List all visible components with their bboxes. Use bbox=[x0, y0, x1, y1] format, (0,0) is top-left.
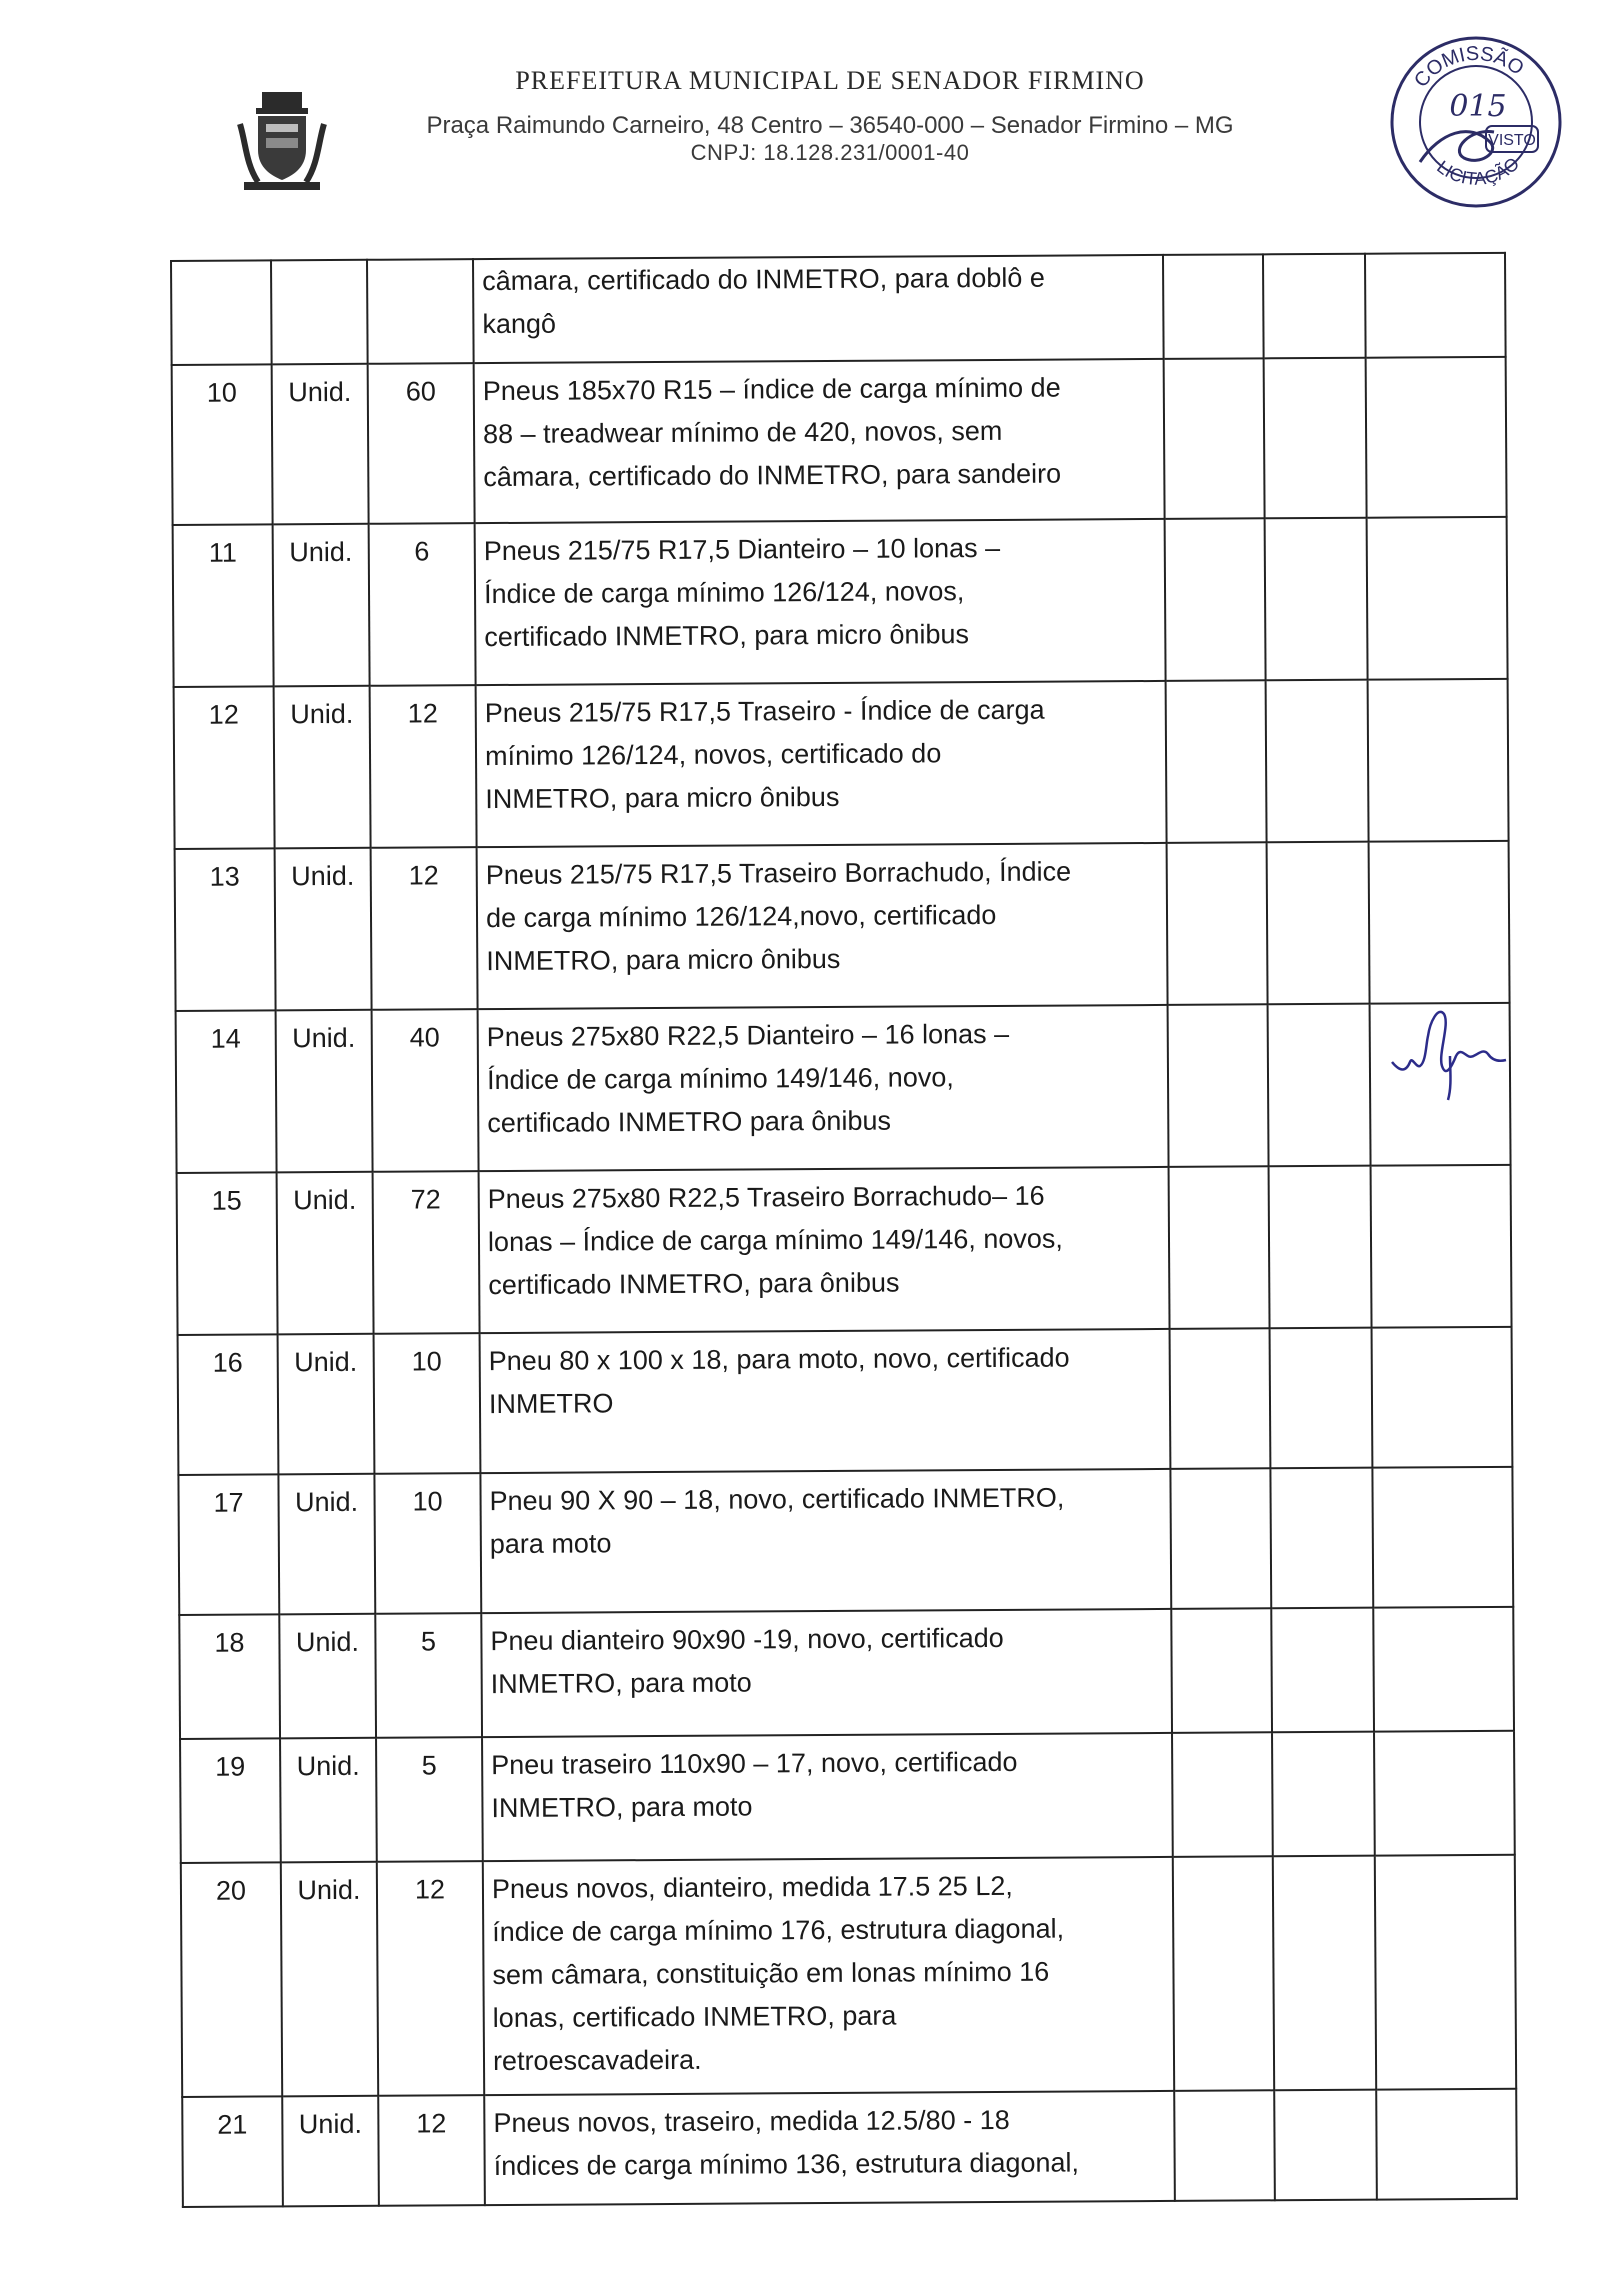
empty-price-cell bbox=[1165, 518, 1266, 681]
item-quantity: 12 bbox=[378, 2095, 485, 2206]
description-line: INMETRO, para moto bbox=[490, 1667, 752, 1700]
item-number: 16 bbox=[178, 1334, 279, 1475]
description-line: INMETRO, para micro ônibus bbox=[486, 943, 841, 977]
item-number: 15 bbox=[177, 1172, 278, 1335]
item-description bbox=[480, 1469, 1171, 1613]
empty-price-cell bbox=[1372, 1327, 1513, 1468]
item-number: 18 bbox=[179, 1614, 280, 1739]
empty-price-cell bbox=[1169, 1166, 1270, 1329]
description-line: Pneus novos, traseiro, medida 12.5/80 - 18 bbox=[493, 2104, 1010, 2139]
item-quantity: 12 bbox=[370, 685, 477, 848]
table-row bbox=[178, 1467, 1513, 1615]
description-line: Pneus 215/75 R17,5 Dianteiro – 10 lonas – bbox=[483, 532, 1001, 567]
description-line: mínimo 126/124, novos, certificado do bbox=[484, 738, 942, 772]
description-line: Pneus 215/75 R17,5 Traseiro - Índice de carga bbox=[484, 694, 1045, 729]
item-quantity: 10 bbox=[374, 1473, 481, 1614]
description-line: certificado INMETRO, para micro ônibus bbox=[484, 619, 970, 653]
items-table-body bbox=[171, 253, 1517, 2207]
table-row bbox=[179, 1607, 1514, 1739]
empty-price-cell bbox=[1270, 1468, 1373, 1609]
item-description bbox=[480, 1329, 1171, 1473]
description-line: Índice de carga mínimo 126/124, novos, bbox=[483, 576, 965, 610]
item-description bbox=[476, 681, 1167, 847]
empty-price-cell bbox=[1271, 1608, 1374, 1733]
item-description bbox=[474, 359, 1165, 523]
empty-price-cell bbox=[1375, 1855, 1516, 2090]
empty-price-cell bbox=[1270, 1328, 1373, 1469]
item-number: 21 bbox=[182, 2096, 283, 2207]
item-quantity: 40 bbox=[372, 1009, 479, 1172]
item-number: 11 bbox=[173, 524, 274, 687]
continuation-description bbox=[473, 255, 1164, 363]
description-line: certificado INMETRO para ônibus bbox=[487, 1105, 892, 1139]
description-line: lonas, certificado INMETRO, para bbox=[492, 2000, 897, 2034]
items-table bbox=[170, 260, 1504, 2208]
item-quantity: 6 bbox=[369, 523, 476, 686]
item-unit: Unid. bbox=[275, 848, 372, 1011]
empty-price-cell bbox=[1370, 1003, 1511, 1166]
table-row bbox=[174, 679, 1509, 849]
item-quantity: 60 bbox=[368, 363, 475, 524]
empty-price-cell bbox=[1272, 1732, 1375, 1857]
municipal-crest-icon bbox=[226, 84, 338, 196]
table-row bbox=[181, 1855, 1516, 2097]
description-line: Pneus 215/75 R17,5 Traseiro Borrachudo, Índice bbox=[485, 856, 1072, 891]
item-quantity: 12 bbox=[371, 847, 478, 1010]
empty-price-cell bbox=[1274, 2090, 1377, 2201]
description-line: Pneu 80 x 100 x 18, para moto, novo, certificado bbox=[488, 1342, 1070, 1377]
description-line: retroescavadeira. bbox=[492, 2044, 702, 2077]
item-unit: Unid. bbox=[276, 1010, 373, 1173]
commission-stamp-icon bbox=[1384, 30, 1568, 214]
item-number: 14 bbox=[176, 1010, 277, 1173]
table-row bbox=[180, 1731, 1515, 1863]
table-row bbox=[175, 841, 1510, 1011]
empty-price-cell bbox=[1168, 1004, 1269, 1167]
table-row bbox=[172, 357, 1507, 525]
description-line: de carga mínimo 126/124,novo, certificado bbox=[485, 899, 997, 934]
description-line: INMETRO, para moto bbox=[491, 1791, 753, 1824]
table-row-continuation bbox=[171, 253, 1506, 365]
description-line: Pneus 185x70 R15 – índice de carga mínimo de bbox=[482, 372, 1061, 407]
empty-price-cell bbox=[1170, 1328, 1271, 1469]
item-description bbox=[483, 1857, 1174, 2095]
item-description bbox=[477, 843, 1168, 1009]
table-row bbox=[177, 1165, 1512, 1335]
item-description bbox=[475, 519, 1166, 685]
empty-price-cell bbox=[1267, 842, 1370, 1005]
empty-price-cell bbox=[1368, 679, 1509, 842]
item-description bbox=[482, 1733, 1173, 1861]
table-row bbox=[178, 1327, 1513, 1475]
stamp-visto: VISTO bbox=[1488, 132, 1536, 149]
table-row bbox=[173, 517, 1508, 687]
empty-price-cell bbox=[1376, 2089, 1517, 2200]
empty-price-cell bbox=[1172, 1732, 1273, 1857]
empty-price-cell bbox=[1268, 1004, 1371, 1167]
description-line: Pneus 275x80 R22,5 Traseiro Borrachudo– 16 bbox=[487, 1180, 1045, 1215]
item-unit: Unid. bbox=[278, 1334, 375, 1475]
description-line: sem câmara, constituição em lonas mínimo 16 bbox=[492, 1956, 1050, 1991]
empty-price-cell bbox=[1371, 1165, 1512, 1328]
item-quantity: 12 bbox=[377, 1861, 484, 2096]
item-number: 20 bbox=[181, 1862, 282, 2097]
empty-price-cell bbox=[1374, 1731, 1515, 1856]
description-line: câmara, certificado do INMETRO, para sandeiro bbox=[483, 458, 1062, 493]
empty-price-cell bbox=[1264, 358, 1367, 519]
description-line: Pneu traseiro 110x90 – 17, novo, certificado bbox=[491, 1746, 1018, 1781]
item-description bbox=[484, 2091, 1175, 2205]
table-row bbox=[182, 2089, 1517, 2207]
item-unit: Unid. bbox=[272, 364, 369, 525]
description-line: certificado INMETRO, para ônibus bbox=[488, 1267, 900, 1301]
item-number: 13 bbox=[175, 848, 276, 1011]
item-number: 12 bbox=[174, 686, 275, 849]
empty-price-cell bbox=[1167, 842, 1268, 1005]
description-line: kangô bbox=[482, 308, 557, 340]
item-unit: Unid. bbox=[282, 2096, 379, 2207]
item-quantity: 72 bbox=[373, 1171, 480, 1334]
item-unit: Unid. bbox=[274, 686, 371, 849]
empty-price-cell bbox=[1173, 1856, 1274, 2091]
empty-price-cell bbox=[1171, 1608, 1272, 1733]
description-line: Índice de carga mínimo 149/146, novo, bbox=[486, 1062, 954, 1096]
empty-price-cell bbox=[1170, 1468, 1271, 1609]
item-unit: Unid. bbox=[278, 1474, 375, 1615]
empty-price-cell bbox=[1373, 1607, 1514, 1732]
item-unit: Unid. bbox=[273, 524, 370, 687]
empty-price-cell bbox=[1266, 680, 1369, 843]
description-line: Pneu dianteiro 90x90 -19, novo, certificado bbox=[490, 1622, 1004, 1657]
stamp-top-text: COMISSÃO bbox=[1410, 42, 1528, 92]
item-description bbox=[479, 1167, 1170, 1333]
stamp-bottom-text: LICITAÇÃO bbox=[1433, 153, 1524, 189]
stamp-number: 015 bbox=[1449, 89, 1507, 124]
description-line: INMETRO, para micro ônibus bbox=[485, 781, 840, 815]
empty-price-cell bbox=[1367, 517, 1508, 680]
empty-price-cell bbox=[1366, 357, 1507, 518]
item-unit: Unid. bbox=[281, 1862, 378, 2097]
org-name: PREFEITURA MUNICIPAL DE SENADOR FIRMINO bbox=[515, 66, 1145, 95]
item-number: 10 bbox=[172, 364, 273, 525]
empty-price-cell bbox=[1174, 2090, 1275, 2201]
item-unit: Unid. bbox=[279, 1614, 376, 1739]
item-quantity: 5 bbox=[376, 1737, 483, 1862]
empty-price-cell bbox=[1269, 1166, 1372, 1329]
description-line: Pneus 275x80 R22,5 Dianteiro – 16 lonas – bbox=[486, 1018, 1010, 1053]
empty-price-cell bbox=[1166, 680, 1267, 843]
empty-price-cell bbox=[1369, 841, 1510, 1004]
description-line: Pneus novos, dianteiro, medida 17.5 25 L2, bbox=[491, 1870, 1013, 1905]
item-unit: Unid. bbox=[277, 1172, 374, 1335]
item-unit: Unid. bbox=[280, 1738, 377, 1863]
document-header bbox=[0, 0, 1600, 200]
empty-price-cell bbox=[1164, 358, 1265, 519]
item-description bbox=[478, 1005, 1169, 1171]
item-number: 19 bbox=[180, 1738, 281, 1863]
item-quantity: 10 bbox=[374, 1333, 481, 1474]
description-line: lonas – Índice de carga mínimo 149/146, novos, bbox=[487, 1223, 1063, 1258]
description-line: Pneu 90 X 90 – 18, novo, certificado INMETRO, bbox=[489, 1482, 1065, 1517]
description-line: INMETRO bbox=[488, 1388, 614, 1420]
description-line: índices de carga mínimo 136, estrutura diagonal, bbox=[493, 2147, 1080, 2182]
empty-price-cell bbox=[1372, 1467, 1513, 1608]
org-address: Praça Raimundo Carneiro, 48 Centro – 36540-000 – Senador Firmino – MG bbox=[426, 112, 1234, 139]
description-line: câmara, certificado do INMETRO, para doblô e bbox=[482, 262, 1045, 297]
item-number: 17 bbox=[178, 1474, 279, 1615]
empty-price-cell bbox=[1265, 518, 1368, 681]
org-cnpj: CNPJ: 18.128.231/0001-40 bbox=[690, 140, 970, 165]
description-line: para moto bbox=[489, 1528, 612, 1560]
description-line: índice de carga mínimo 176, estrutura diagonal, bbox=[492, 1913, 1065, 1948]
item-description bbox=[481, 1609, 1172, 1737]
description-line: 88 – treadwear mínimo de 420, novos, sem bbox=[482, 415, 1003, 450]
table-row bbox=[176, 1003, 1511, 1173]
item-quantity: 5 bbox=[375, 1613, 482, 1738]
empty-price-cell bbox=[1273, 1856, 1376, 2091]
